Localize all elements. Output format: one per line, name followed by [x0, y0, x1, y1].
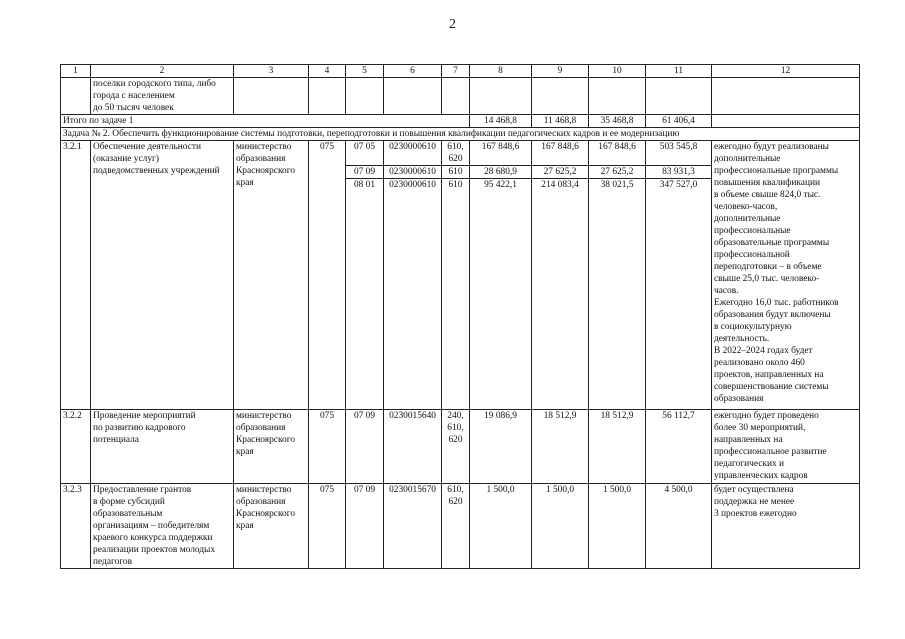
table-row: [61, 141, 860, 410]
c8-cell: 19 086,9: [470, 410, 532, 484]
vr-cell: 610, 620 610 610: [442, 141, 470, 410]
result-cell: будет осуществлена поддержка не менее 3 проектов ежегодно: [712, 484, 860, 569]
org-cell: министерство образования Красноярского края: [234, 484, 309, 569]
header-cell: 1: [61, 65, 91, 78]
rzpr-cell: 07 09: [346, 484, 384, 569]
total-c10: 35 468,8: [589, 115, 646, 128]
header-cell: 7: [442, 65, 470, 78]
header-cell: 12: [712, 65, 860, 78]
total-label: Итого по задаче 1: [61, 115, 470, 128]
name-cell: Проведение мероприятий по развитию кадрового потенциала: [91, 410, 234, 484]
vr-cell: 610, 620: [442, 484, 470, 569]
c10-cell: 18 512,9: [589, 410, 646, 484]
c11-cell: 4 500,0: [646, 484, 712, 569]
rzpr-cell: 07 09: [346, 410, 384, 484]
csr-cell: 0230015670: [384, 484, 442, 569]
total-row: [61, 115, 860, 128]
header-cell: 5: [346, 65, 384, 78]
csr-cell: 0230000610 0230000610 0230000610: [384, 141, 442, 410]
c9-cell: 18 512,9: [532, 410, 589, 484]
header-cell: 6: [384, 65, 442, 78]
vr-cell: 240, 610, 620: [442, 410, 470, 484]
org-cell: министерство образования Красноярского края: [234, 410, 309, 484]
program-table: [60, 64, 860, 569]
continuation-row: [61, 78, 860, 115]
name-cell: Предоставление грантов в форме субсидий образовательным организациям – победителям краевого конкурса поддержки реализации проектов молодых педагогов: [91, 484, 234, 569]
name-cell: Обеспечение деятельности (оказание услуг) подведомственных учреждений: [91, 141, 234, 410]
header-cell: 10: [589, 65, 646, 78]
row-number: 3.2.2: [61, 410, 91, 484]
header-cell: 4: [309, 65, 346, 78]
total-c9: 11 468,8: [532, 115, 589, 128]
task-row: [61, 128, 860, 141]
header-cell: 3: [234, 65, 309, 78]
c10-cell: 167 848,6 27 625,2 38 021,5: [589, 141, 646, 410]
c8-cell: 167 848,6 28 680,9 95 422,1: [470, 141, 532, 410]
header-cell: 11: [646, 65, 712, 78]
result-cell: ежегодно будут реализованы дополнительные профессиональные программы повышения квалификации в объеме свыше 824,0 тыс. человеко-часов, дополнительные профессиональные образовательные программы профессиональной переподготовки – в объеме свыше 25,0 тыс. человеко- часов. Ежегодно 16,0 тыс. работников образования будут включены в социокультурную деятельность. В 2022–2024 годах будет реализовано около 460 проектов, направленных на совершенствование системы образования: [712, 141, 860, 410]
page-number: 2: [449, 17, 456, 32]
grbs-cell: 075: [309, 141, 346, 410]
name-cell: поселки городского типа, либо города с населением до 50 тысяч человек: [91, 78, 234, 115]
header-cell: 9: [532, 65, 589, 78]
c9-cell: 167 848,6 27 625,2 214 083,4: [532, 141, 589, 410]
grbs-cell: 075: [309, 410, 346, 484]
rzpr-cell: 07 05 07 09 08 01: [346, 141, 384, 410]
table-row: [61, 484, 860, 569]
c11-cell: 503 545,8 83 931,3 347 527,0: [646, 141, 712, 410]
header-cell: 2: [91, 65, 234, 78]
header-cell: 8: [470, 65, 532, 78]
grbs-cell: 075: [309, 484, 346, 569]
c9-cell: 1 500,0: [532, 484, 589, 569]
total-c11: 61 406,4: [646, 115, 712, 128]
table-row: [61, 410, 860, 484]
row-number: 3.2.3: [61, 484, 91, 569]
total-c8: 14 468,8: [470, 115, 532, 128]
csr-cell: 0230015640: [384, 410, 442, 484]
c11-cell: 56 112,7: [646, 410, 712, 484]
result-cell: ежегодно будет проведено более 30 мероприятий, направленных на профессиональное развитие педагогических и управленческих кадров: [712, 410, 860, 484]
c8-cell: 1 500,0: [470, 484, 532, 569]
row-number: 3.2.1: [61, 141, 91, 410]
org-cell: министерство образования Красноярского края: [234, 141, 309, 410]
header-row: [61, 65, 860, 78]
task-title: Задача № 2. Обеспечить функционирование системы подготовки, переподготовки и повышения квалификации педагогических кадров и ее модернизацию: [61, 128, 860, 141]
c10-cell: 1 500,0: [589, 484, 646, 569]
